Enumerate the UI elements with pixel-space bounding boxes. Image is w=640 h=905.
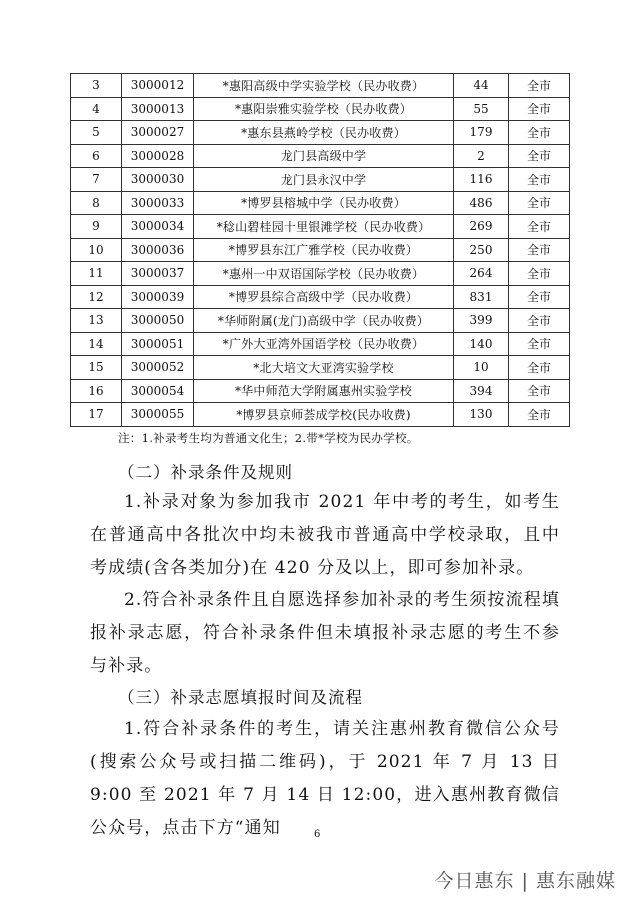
school-name-cell: *惠阳高级中学实验学校（民办收费） bbox=[194, 74, 454, 98]
quota-table bbox=[70, 73, 570, 427]
school-code-cell: 3000039 bbox=[122, 285, 194, 309]
school-code-cell: 3000037 bbox=[122, 262, 194, 286]
school-name-cell: *博罗县榕城中学（民办收费） bbox=[194, 191, 454, 215]
row-index-cell: 7 bbox=[71, 168, 122, 192]
row-index-cell: 10 bbox=[71, 238, 122, 262]
section2-paragraph-1: 1.补录对象为参加我市 2021 年中考的考生，如考生在普通高中各批次中均未被我市普通高中学校录取，且中考成绩(含各类加分)在 420 分及以上，即可参加补录。 bbox=[90, 492, 560, 578]
table-row bbox=[71, 356, 570, 380]
section2-heading: （二）补录条件及规则 bbox=[118, 463, 293, 482]
enrollment-scope-cell: 全市 bbox=[509, 191, 570, 215]
table-row bbox=[71, 191, 570, 215]
school-name-cell: *博罗县东江广雅学校（民办收费） bbox=[194, 238, 454, 262]
school-code-cell: 3000050 bbox=[122, 309, 194, 333]
enrollment-scope-cell: 全市 bbox=[509, 121, 570, 145]
row-index-cell: 11 bbox=[71, 262, 122, 286]
quota-table-container bbox=[70, 73, 569, 427]
table-row bbox=[71, 403, 570, 427]
school-code-cell: 3000027 bbox=[122, 121, 194, 145]
table-row bbox=[71, 215, 570, 239]
school-name-cell: *稔山碧桂园十里银滩学校（民办收费） bbox=[194, 215, 454, 239]
row-index-cell: 3 bbox=[71, 74, 122, 98]
quota-count-cell: 130 bbox=[454, 403, 509, 427]
row-index-cell: 13 bbox=[71, 309, 122, 333]
quota-count-cell: 10 bbox=[454, 356, 509, 380]
quota-count-cell: 264 bbox=[454, 262, 509, 286]
enrollment-scope-cell: 全市 bbox=[509, 215, 570, 239]
school-name-cell: *华师附属(龙门)高级中学（民办收费） bbox=[194, 309, 454, 333]
quota-count-cell: 2 bbox=[454, 144, 509, 168]
table-row bbox=[71, 332, 570, 356]
table-row bbox=[71, 379, 570, 403]
school-code-cell: 3000012 bbox=[122, 74, 194, 98]
enrollment-scope-cell: 全市 bbox=[509, 97, 570, 121]
row-index-cell: 8 bbox=[71, 191, 122, 215]
row-index-cell: 15 bbox=[71, 356, 122, 380]
quota-count-cell: 116 bbox=[454, 168, 509, 192]
table-row bbox=[71, 74, 570, 98]
row-index-cell: 12 bbox=[71, 285, 122, 309]
quota-count-cell: 831 bbox=[454, 285, 509, 309]
row-index-cell: 9 bbox=[71, 215, 122, 239]
quota-count-cell: 140 bbox=[454, 332, 509, 356]
quota-table-body bbox=[71, 74, 570, 427]
quota-count-cell: 394 bbox=[454, 379, 509, 403]
table-row bbox=[71, 262, 570, 286]
school-code-cell: 3000030 bbox=[122, 168, 194, 192]
section2-paragraph-2: 2.符合补录条件且自愿选择参加补录的考生须按流程填报补录志愿，符合补录条件但未填报补录志愿的考生不参与补录。 bbox=[90, 590, 560, 676]
table-row bbox=[71, 285, 570, 309]
row-index-cell: 4 bbox=[71, 97, 122, 121]
section3-heading: （三）补录志愿填报时间及流程 bbox=[118, 688, 363, 707]
row-index-cell: 6 bbox=[71, 144, 122, 168]
school-name-cell: *博罗县综合高级中学（民办收费） bbox=[194, 285, 454, 309]
quota-count-cell: 179 bbox=[454, 121, 509, 145]
school-name-cell: *惠阳崇雅实验学校（民办收费） bbox=[194, 97, 454, 121]
enrollment-scope-cell: 全市 bbox=[509, 309, 570, 333]
source-watermark: 今日惠东 | 惠东融媒 bbox=[431, 864, 620, 895]
enrollment-scope-cell: 全市 bbox=[509, 262, 570, 286]
row-index-cell: 16 bbox=[71, 379, 122, 403]
table-note: 注：1.补录考生均为普通文化生；2.带*学校为民办学校。 bbox=[118, 431, 419, 445]
enrollment-scope-cell: 全市 bbox=[509, 238, 570, 262]
enrollment-scope-cell: 全市 bbox=[509, 332, 570, 356]
enrollment-scope-cell: 全市 bbox=[509, 403, 570, 427]
school-name-cell: *博罗县京师荟成学校(民办收费) bbox=[194, 403, 454, 427]
quota-count-cell: 486 bbox=[454, 191, 509, 215]
row-index-cell: 17 bbox=[71, 403, 122, 427]
enrollment-scope-cell: 全市 bbox=[509, 168, 570, 192]
quota-count-cell: 250 bbox=[454, 238, 509, 262]
school-name-cell: *惠州一中双语国际学校（民办收费） bbox=[194, 262, 454, 286]
school-code-cell: 3000013 bbox=[122, 97, 194, 121]
enrollment-scope-cell: 全市 bbox=[509, 356, 570, 380]
school-name-cell: *广外大亚湾外国语学校（民办收费） bbox=[194, 332, 454, 356]
table-row bbox=[71, 309, 570, 333]
school-name-cell: 龙门县高级中学 bbox=[194, 144, 454, 168]
enrollment-scope-cell: 全市 bbox=[509, 74, 570, 98]
school-name-cell: 龙门县永汉中学 bbox=[194, 168, 454, 192]
school-code-cell: 3000034 bbox=[122, 215, 194, 239]
table-row bbox=[71, 238, 570, 262]
school-name-cell: *北大培文大亚湾实验学校 bbox=[194, 356, 454, 380]
enrollment-scope-cell: 全市 bbox=[509, 285, 570, 309]
table-row bbox=[71, 97, 570, 121]
school-code-cell: 3000052 bbox=[122, 356, 194, 380]
table-row bbox=[71, 168, 570, 192]
school-code-cell: 3000055 bbox=[122, 403, 194, 427]
row-index-cell: 14 bbox=[71, 332, 122, 356]
school-code-cell: 3000054 bbox=[122, 379, 194, 403]
quota-count-cell: 399 bbox=[454, 309, 509, 333]
section3-paragraph-1: 1.符合补录条件的考生，请关注惠州教育微信公众号(搜索公众号或扫描二维码)，于 2021 年 7 月 13 日 9:00 至 2021 年 7 月 14 日 12:00，进入惠州教育微信公众号，点击下方“通知 bbox=[90, 719, 560, 838]
table-row bbox=[71, 121, 570, 145]
enrollment-scope-cell: 全市 bbox=[509, 379, 570, 403]
school-code-cell: 3000028 bbox=[122, 144, 194, 168]
school-name-cell: *惠东县燕岭学校（民办收费） bbox=[194, 121, 454, 145]
school-code-cell: 3000051 bbox=[122, 332, 194, 356]
enrollment-scope-cell: 全市 bbox=[509, 144, 570, 168]
quota-count-cell: 44 bbox=[454, 74, 509, 98]
quota-count-cell: 55 bbox=[454, 97, 509, 121]
school-code-cell: 3000033 bbox=[122, 191, 194, 215]
quota-count-cell: 269 bbox=[454, 215, 509, 239]
page-number: 6 bbox=[314, 829, 321, 840]
row-index-cell: 5 bbox=[71, 121, 122, 145]
school-name-cell: *华中师范大学附属惠州实验学校 bbox=[194, 379, 454, 403]
table-row bbox=[71, 144, 570, 168]
school-code-cell: 3000036 bbox=[122, 238, 194, 262]
